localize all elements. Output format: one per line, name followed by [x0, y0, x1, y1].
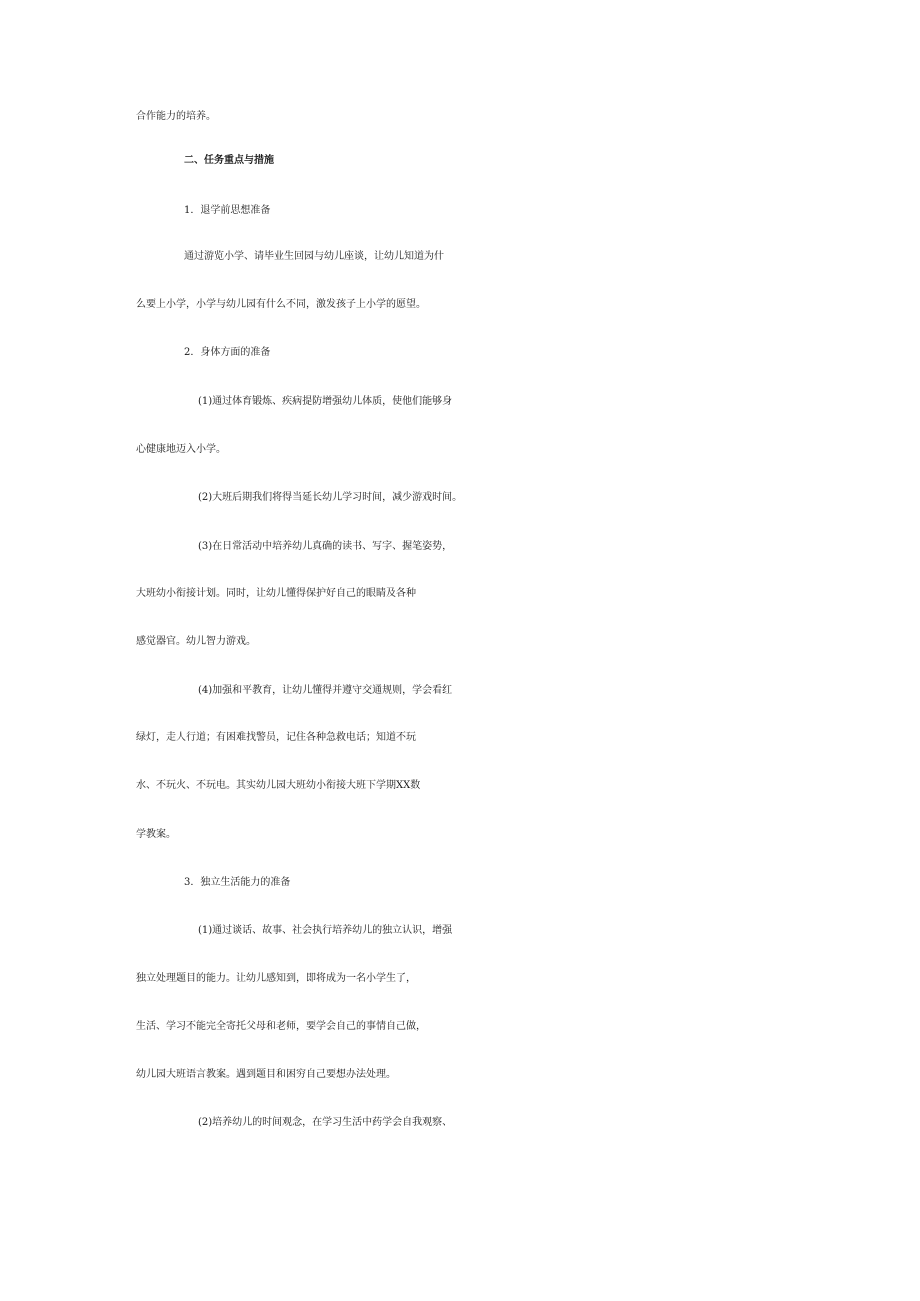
paragraph-line: 幼儿园大班语言教案。遇到题目和困穷自己要想办法处理。: [136, 1069, 396, 1080]
paragraph-line: (2)大班后期我们将得当延长幼儿学习时间，减少游戏时间。: [198, 492, 463, 503]
paragraph-line: 通过游览小学、请毕业生回园与幼儿座谈，让幼儿知道为什: [184, 251, 444, 262]
paragraph-line: 感觉器官。幼儿智力游戏。: [136, 636, 256, 647]
paragraph-line: 学教案。: [136, 829, 176, 840]
paragraph-line: (2)培养幼儿的时间观念，在学习生活中药学会自我观察、: [198, 1117, 453, 1128]
section-heading: 二、任务重点与措施: [184, 155, 274, 166]
subsection-heading: 2．身体方面的准备: [184, 347, 271, 358]
paragraph-line: 合作能力的培养。: [136, 111, 216, 122]
paragraph-line: (4)加强和平教育，让幼儿懂得并遵守交通规则，学会看红: [198, 685, 453, 696]
paragraph-line: (1)通过谈话、故事、社会执行培养幼儿的独立认识，增强: [198, 925, 453, 936]
paragraph-line: 独立处理题目的能力。让幼儿感知到，即将成为一名小学生了，: [136, 973, 416, 984]
paragraph-line: 心健康地迈入小学。: [136, 444, 226, 455]
paragraph-line: 水、不玩火、不玩电。其实幼儿园大班幼小衔接大班下学期XX数: [136, 780, 421, 791]
paragraph-line: 生活、学习不能完全寄托父母和老师，要学会自己的事情自己做，: [136, 1021, 426, 1032]
paragraph-line: (3)在日常活动中培养幼儿真确的读书、写字、握笔姿势，: [198, 541, 453, 552]
subsection-heading: 3．独立生活能力的准备: [184, 877, 291, 888]
paragraph-line: 大班幼小衔接计划。同时，让幼儿懂得保护好自己的眼睛及各种: [136, 588, 416, 599]
paragraph-line: 绿灯，走人行道；有困难找警员，记住各种急救电话；知道不玩: [136, 732, 416, 743]
paragraph-line: 么要上小学，小学与幼儿园有什么不同，激发孩子上小学的愿望。: [136, 299, 426, 310]
subsection-heading: 1．退学前思想准备: [184, 205, 271, 216]
paragraph-line: (1)通过体育锻炼、疾病提防增强幼儿体质，使他们能够身: [198, 396, 453, 407]
